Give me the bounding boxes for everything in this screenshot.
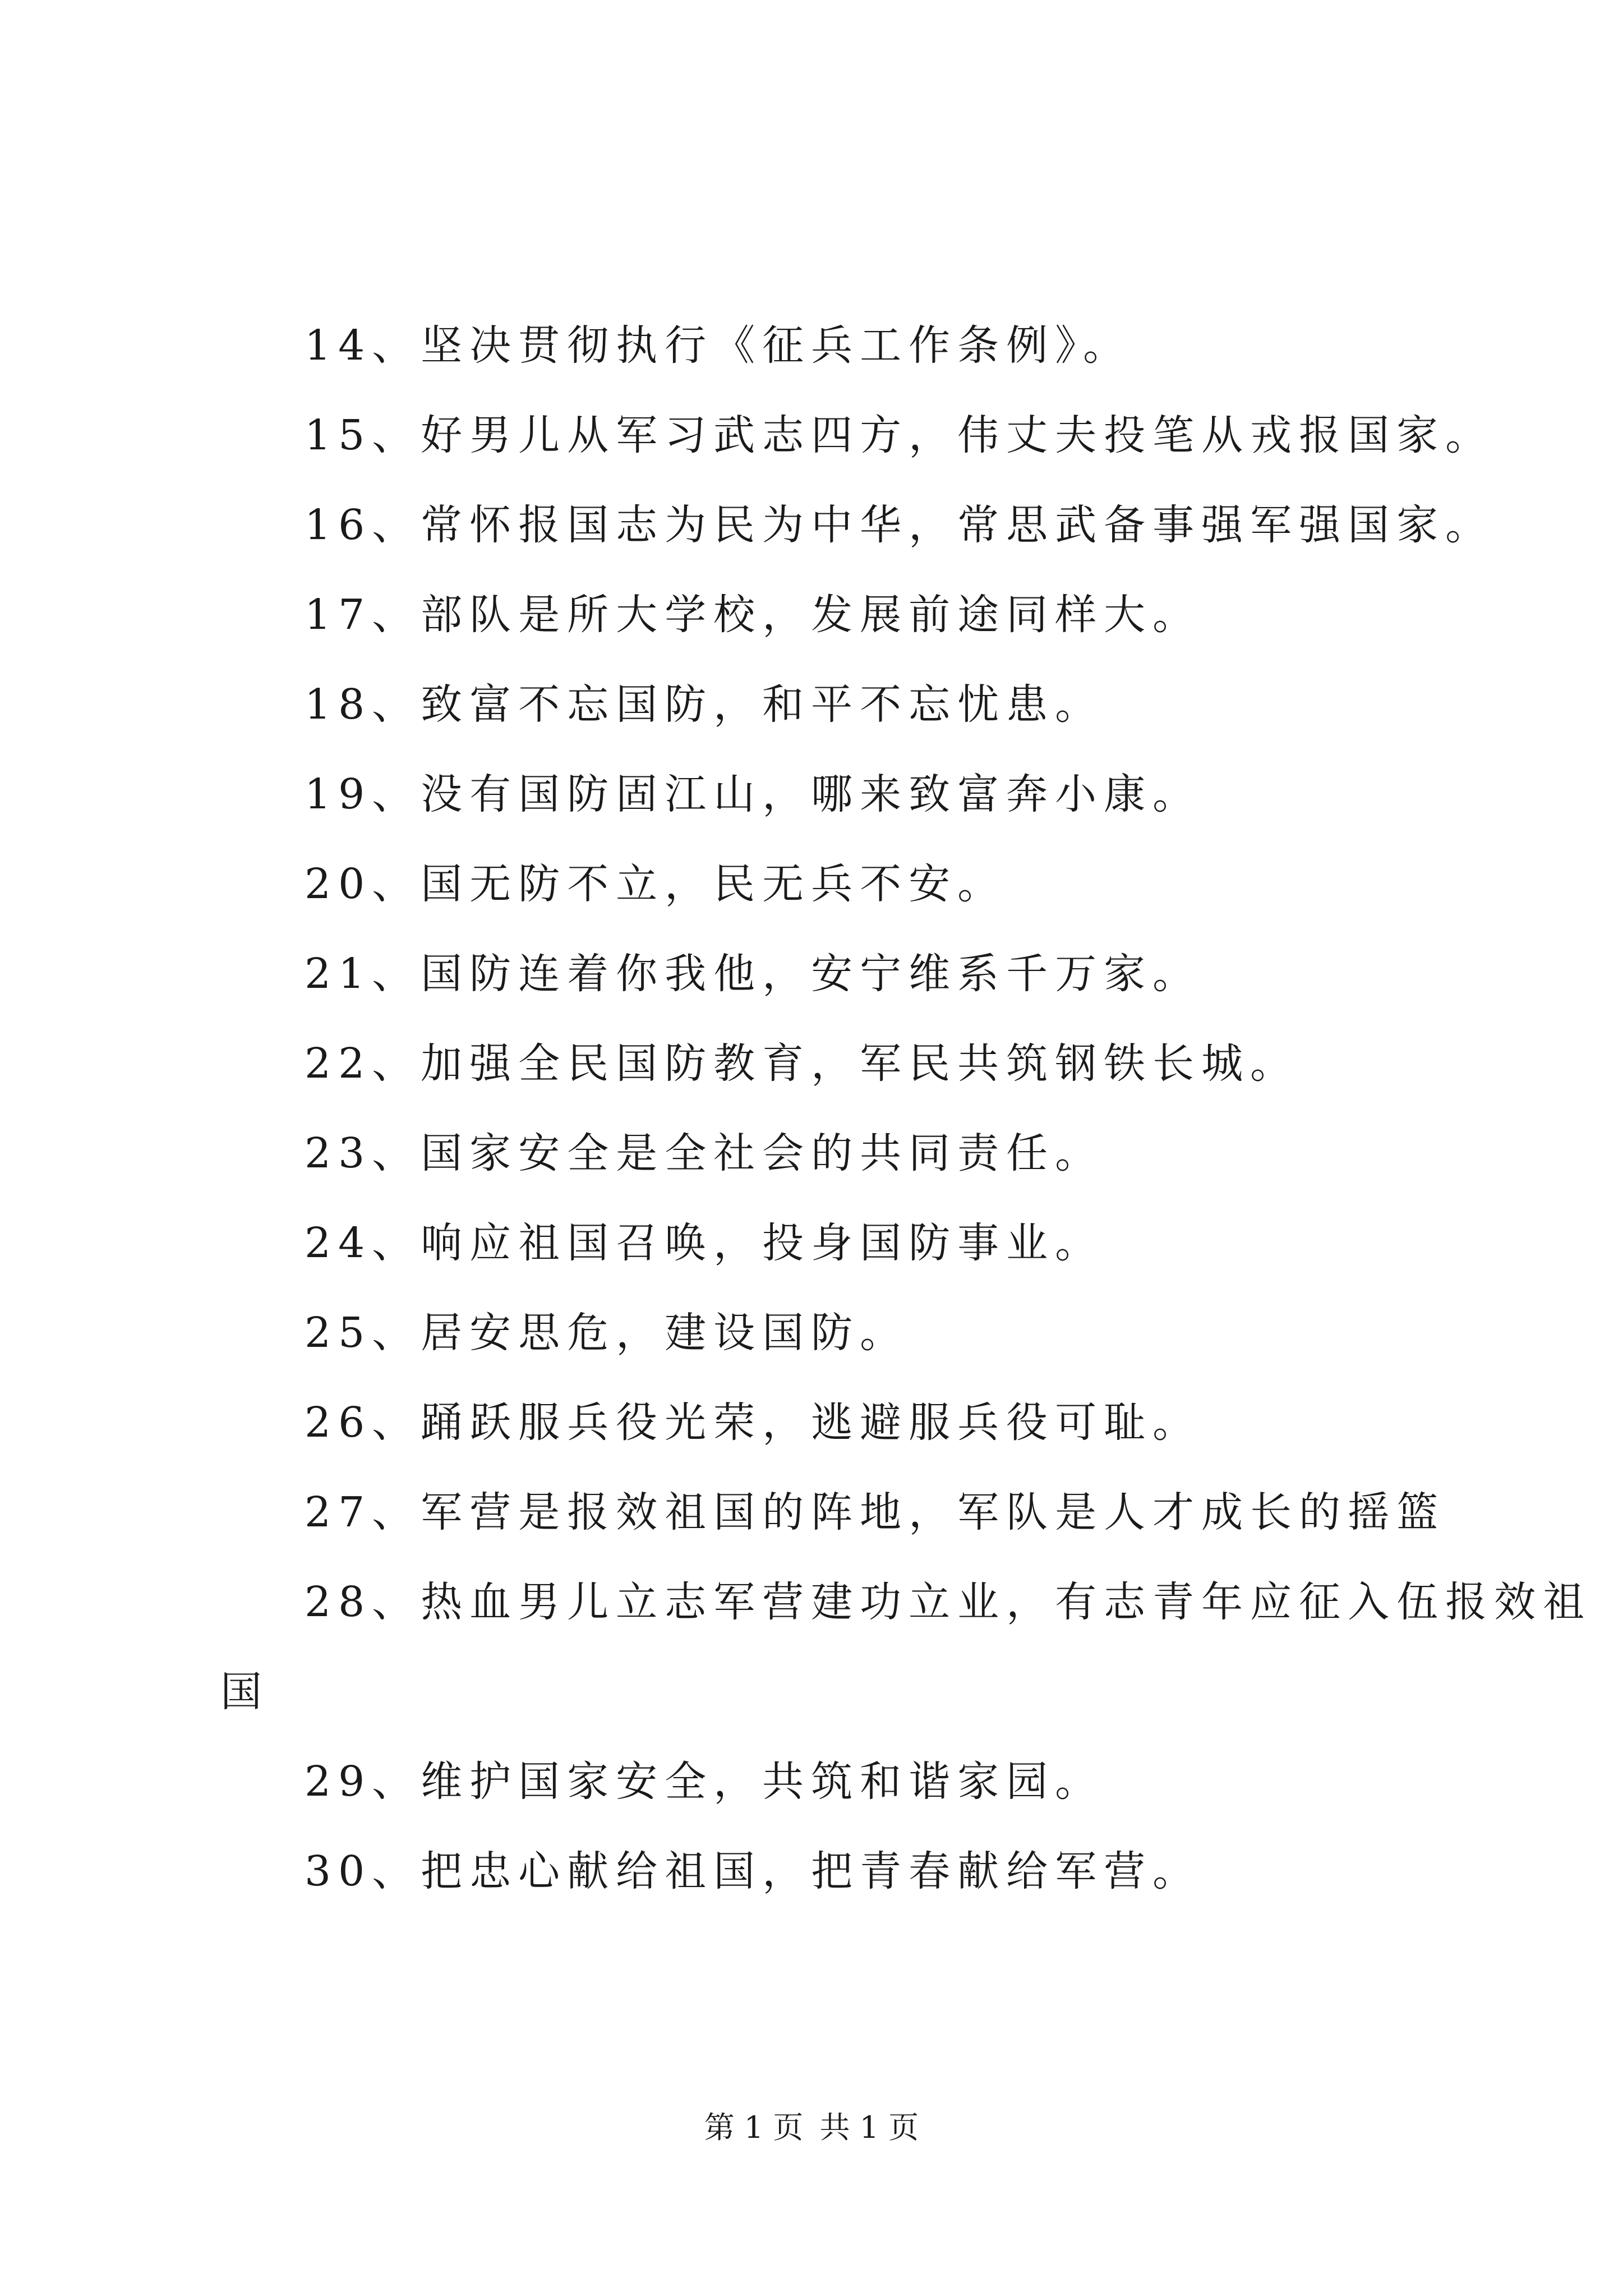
page-total: 共 1 页 (819, 2110, 919, 2145)
page-number: 第 1 页 (704, 2110, 804, 2145)
slogan-line-20: 20、国无防不立，民无兵不安。 (305, 860, 1007, 908)
slogan-line-18: 18、致富不忘国防，和平不忘忧患。 (305, 680, 1104, 729)
slogan-line-30: 30、把忠心献给祖国，把青春献给军营。 (305, 1847, 1202, 1895)
slogan-line-19: 19、没有国防固江山，哪来致富奔小康。 (305, 770, 1202, 818)
slogan-line-21: 21、国防连着你我他，安宁维系千万家。 (305, 950, 1202, 998)
slogan-line-27: 27、军营是报效祖国的阵地，军队是人才成长的摇篮 (305, 1488, 1446, 1536)
slogan-line-14: 14、坚决贯彻执行《征兵工作条例》。 (305, 321, 1132, 370)
slogan-line-15: 15、好男儿从军习武志四方，伟丈夫投笔从戎报国家。 (305, 411, 1495, 459)
document-body (220, 301, 1592, 1916)
slogan-line-28-continuation: 国 (220, 1668, 269, 1716)
slogan-line-17: 17、部队是所大学校，发展前途同样大。 (305, 591, 1202, 639)
page-footer (0, 2108, 1623, 2147)
slogan-line-28: 28、热血男儿立志军营建功立业，有志青年应征入伍报效祖 (305, 1578, 1592, 1626)
slogan-line-23: 23、国家安全是全社会的共同责任。 (305, 1129, 1104, 1177)
slogan-line-25: 25、居安思危，建设国防。 (305, 1309, 909, 1357)
slogan-line-22: 22、加强全民国防教育，军民共筑钢铁长城。 (305, 1039, 1299, 1088)
slogan-line-26: 26、踊跃服兵役光荣，逃避服兵役可耻。 (305, 1398, 1202, 1447)
slogan-line-24: 24、响应祖国召唤，投身国防事业。 (305, 1219, 1104, 1267)
slogan-line-16: 16、常怀报国志为民为中华，常思武备事强军强国家。 (305, 501, 1495, 549)
slogan-line-29: 29、维护国家安全，共筑和谐家园。 (305, 1757, 1104, 1806)
